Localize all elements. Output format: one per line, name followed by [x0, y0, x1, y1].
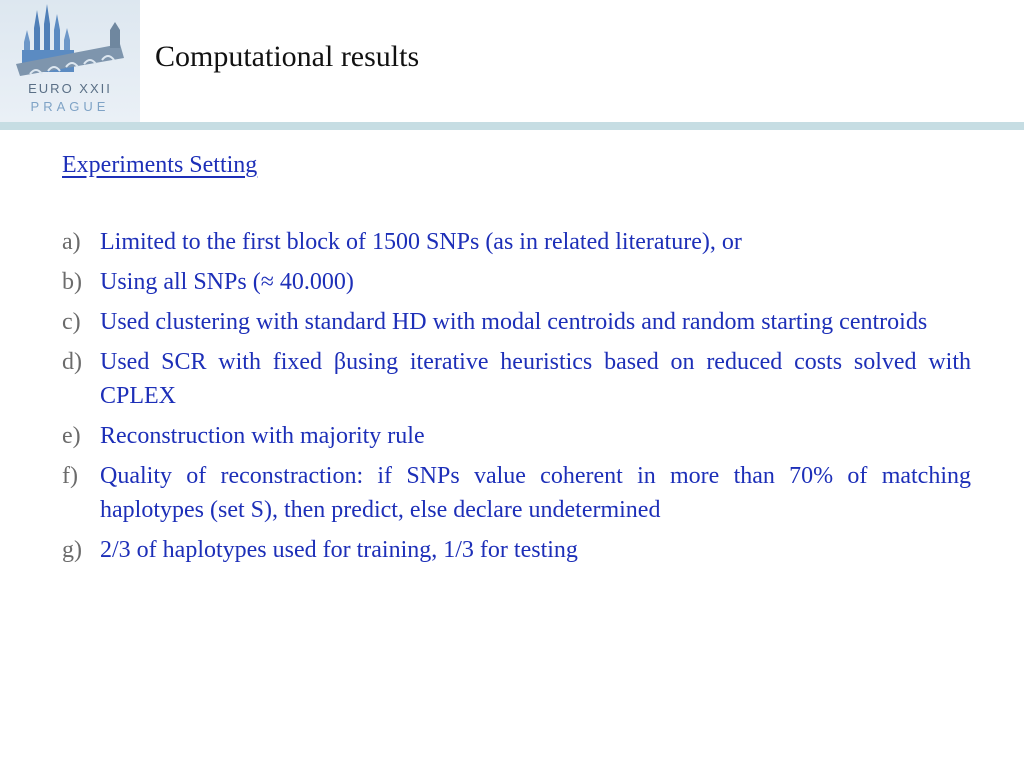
list-item-text: Used SCR with fixed βusing iterative heuristics based on reduced costs solved with CPLEX [100, 349, 971, 409]
list-item [62, 345, 971, 413]
list-item-text: Used clustering with standard HD with modal centroids and random starting centroids [100, 309, 928, 335]
list-item-text: Reconstruction with majority rule [100, 423, 425, 449]
list-item-text: Quality of reconstraction: if SNPs value coherent in more than 70% of matching haplotypes (set S), then predict, else declare undetermined [100, 463, 971, 523]
list-item [62, 225, 971, 259]
list-marker: a) [62, 229, 81, 255]
section-heading: Experiments Setting [62, 152, 258, 178]
list-item [62, 265, 971, 299]
list-item-text: 2/3 of haplotypes used for training, 1/3 for testing [100, 537, 578, 563]
list-item [62, 459, 971, 527]
conference-logo [0, 0, 140, 122]
list-marker: e) [62, 423, 81, 449]
list-marker: c) [62, 309, 81, 335]
list-item [62, 419, 971, 453]
slide-title: Computational results [155, 40, 420, 73]
list-item [62, 305, 971, 339]
list-item [62, 533, 971, 567]
prague-castle-skyline-icon [0, 0, 140, 80]
header-divider [0, 122, 1024, 130]
list-marker: b) [62, 269, 82, 295]
list-item-text: Limited to the first block of 1500 SNPs (as in related literature), or [100, 229, 742, 255]
list-marker: g) [62, 537, 82, 563]
logo-text-prague: PRAGUE [30, 99, 110, 114]
list-marker: d) [62, 349, 82, 375]
logo-text-euro: EURO XXII [28, 81, 112, 96]
list-marker: f) [62, 463, 78, 489]
list-item-text: Using all SNPs (≈ 40.000) [100, 269, 354, 295]
settings-list [62, 225, 971, 573]
